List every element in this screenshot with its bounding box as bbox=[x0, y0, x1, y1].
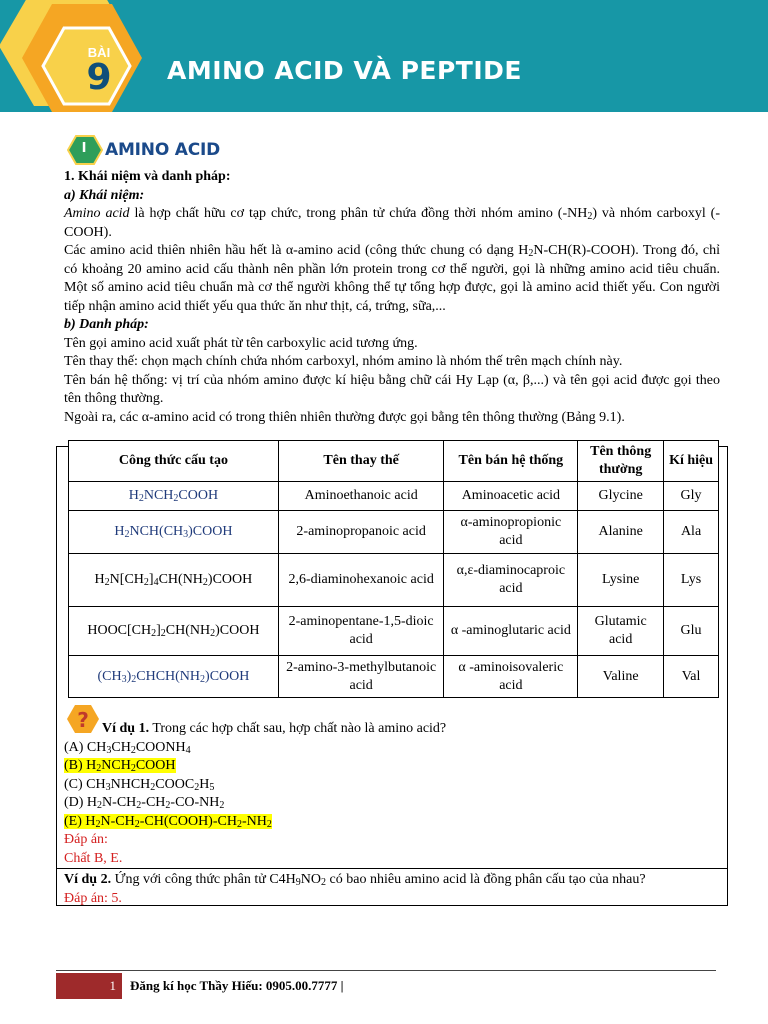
header-formula: Công thức cấu tạo bbox=[69, 441, 279, 482]
header-common-name: Tên thông thường bbox=[578, 441, 664, 482]
substitutive-name-cell: 2-aminopentane-1,5-dioic acid bbox=[278, 607, 444, 656]
example-2-answer: Đáp án: 5. bbox=[64, 890, 122, 906]
table-row bbox=[69, 511, 719, 554]
header-substitutive-name: Tên thay thế bbox=[278, 441, 444, 482]
table-row bbox=[69, 482, 719, 511]
example-1-question: Trong các hợp chất sau, hợp chất nào là amino acid? bbox=[149, 721, 447, 736]
example-1-answer: Chất B, E. bbox=[64, 850, 123, 866]
symbol-cell: Ala bbox=[664, 511, 719, 554]
common-name-cell: Alanine bbox=[578, 511, 664, 554]
common-name-cell: Glutamic acid bbox=[578, 607, 664, 656]
table-row bbox=[69, 656, 719, 698]
page-number: 1 bbox=[109, 978, 116, 993]
table-header-row bbox=[69, 441, 719, 482]
amino-acid-table bbox=[68, 440, 719, 698]
nomenclature-line-4: Ngoài ra, các α-amino acid có trong thiên nhiên thường được gọi bằng tên thông thường (Bảng 9.1). bbox=[64, 409, 625, 425]
substitutive-name-cell: Aminoethanoic acid bbox=[278, 482, 444, 511]
formula-cell: $HOOC[CH_2]_2CH(NH_2)COOH$ bbox=[69, 607, 279, 656]
semi-systematic-name-cell: α-aminopropionic acid bbox=[444, 511, 578, 554]
option-d: (D) $H_2N-CH_2-CH_2-CO-NH_2$ bbox=[64, 795, 225, 811]
table-row bbox=[69, 607, 719, 656]
alpha-amino-text-1: Các amino acid thiên nhiên hầu hết là α-amino acid (công thức chung có dạng H bbox=[64, 243, 529, 258]
subscript-2: 2 bbox=[528, 248, 534, 259]
option-c: (C) $CH_3NHCH_2COOC_2H_5$ bbox=[64, 776, 215, 793]
frame-divider bbox=[56, 868, 728, 869]
formula-cell: $H_2N[CH_2]_4CH(NH_2)COOH$ bbox=[69, 554, 279, 607]
svg-text:?: ? bbox=[77, 708, 89, 732]
footer-contact: Đăng kí học Thầy Hiếu: 0905.00.7777 | bbox=[130, 978, 344, 993]
substitutive-name-cell: 2-amino-3-methylbutanoic acid bbox=[278, 656, 444, 698]
formula-cell: $(CH_3)_2CHCH(NH_2)COOH$ bbox=[69, 656, 279, 698]
definition-text-2: ) và nhóm carboxyl (-COOH). bbox=[64, 206, 720, 240]
nomenclature-line-3: Tên bán hệ thống: vị trí của nhóm amino được kí hiệu bằng chữ cái Hy Lạp (α, β,...) và tên gọi acid được gọi theo tên thông thường. bbox=[64, 372, 720, 406]
alpha-amino-paragraph bbox=[64, 242, 720, 316]
symbol-cell: Lys bbox=[664, 554, 719, 607]
header-semi-systematic-name: Tên bán hệ thống bbox=[444, 441, 578, 482]
option-a: (A) $CH_3CH_2COONH_4$ bbox=[64, 739, 191, 756]
definition-text-1: là hợp chất hữu cơ tạp chức, trong phân tử chứa đồng thời nhóm amino (-NH bbox=[129, 206, 588, 221]
common-name-cell: Glycine bbox=[578, 482, 664, 511]
lesson-label: BÀI bbox=[87, 45, 111, 60]
section-number: I bbox=[81, 141, 87, 156]
section-title: AMINO ACID bbox=[105, 140, 221, 160]
heading-concepts: 1. Khái niệm và danh pháp: bbox=[64, 169, 231, 184]
common-name-cell: Lysine bbox=[578, 554, 664, 607]
substitutive-name-cell: 2,6-diaminohexanoic acid bbox=[278, 554, 444, 607]
option-b: (B) $H_2NCH_2COOH$ bbox=[64, 758, 176, 774]
common-name-cell: Valine bbox=[578, 656, 664, 698]
substitutive-name-cell: 2-aminopropanoic acid bbox=[278, 511, 444, 554]
subheading-definition: a) Khái niệm: bbox=[64, 187, 145, 203]
example-2-label: Ví dụ 2. bbox=[64, 872, 112, 887]
lesson-number: 9 bbox=[86, 57, 112, 98]
table-row bbox=[69, 554, 719, 607]
semi-systematic-name-cell: α -aminoglutaric acid bbox=[444, 607, 578, 656]
example-2: Ví dụ 2. Ứng với công thức phân tử $C4H_9NO_2$ có bao nhiêu amino acid là đồng phân cấu tạo của nhau? Đáp án: 5. bbox=[64, 871, 724, 908]
subheading-nomenclature: b) Danh pháp: bbox=[64, 317, 149, 332]
example-1-label: Ví dụ 1. bbox=[102, 721, 150, 736]
option-e: (E) $H_2N-CH_2-CH(COOH)-CH_2-NH_2$ bbox=[64, 813, 272, 830]
lesson-hexagon-icon bbox=[0, 0, 144, 116]
semi-systematic-name-cell: α,ε-diaminocaproic acid bbox=[444, 554, 578, 607]
subscript-2: 2 bbox=[587, 211, 593, 222]
example-1 bbox=[64, 720, 724, 868]
definition-term: Amino acid bbox=[64, 206, 130, 221]
semi-systematic-name-cell: Aminoacetic acid bbox=[444, 482, 578, 511]
intro-content bbox=[64, 168, 720, 427]
header-symbol: Kí hiệu bbox=[664, 441, 719, 482]
example-1-answer-label: Đáp án: bbox=[64, 832, 108, 847]
formula-cell: $H_2NCH_2COOH$ bbox=[69, 482, 279, 511]
formula-cell: $H_2NCH(CH_3)COOH$ bbox=[69, 511, 279, 554]
symbol-cell: Gly bbox=[664, 482, 719, 511]
symbol-cell: Val bbox=[664, 656, 719, 698]
semi-systematic-name-cell: α -aminoisovaleric acid bbox=[444, 656, 578, 698]
symbol-cell: Glu bbox=[664, 607, 719, 656]
page-title: AMINO ACID VÀ PEPTIDE bbox=[167, 56, 522, 85]
definition-paragraph bbox=[64, 205, 720, 242]
nomenclature-line-2: Tên thay thế: chọn mạch chính chứa nhóm carboxyl, nhóm amino là nhóm thế trên mạch chính này. bbox=[64, 354, 623, 369]
example-2-question-b: có bao nhiêu amino acid là đồng phân cấu tạo của nhau? bbox=[326, 872, 646, 887]
example-2-question-a: Ứng với công thức phân tử C bbox=[111, 872, 279, 887]
nomenclature-line-1: Tên gọi amino acid xuất phát từ tên carboxylic acid tương ứng. bbox=[64, 335, 418, 351]
footer-rule bbox=[56, 970, 716, 971]
alpha-amino-text-2: N-CH(R)-COOH). Trong đó, chỉ có khoảng 20 amino acid cấu thành nên phần lớn protein trong cơ thể người, gọi là những amino acid tiêu chuẩn. Một số amino acid tiêu chuẩn mà cơ thể người không thể tự tổng hợp được, gọi là amino acid thiết yếu. Con người tiếp nhận amino acid thiết yếu qua thức ăn như thịt, cá, trứng, sữa,... bbox=[64, 243, 720, 314]
